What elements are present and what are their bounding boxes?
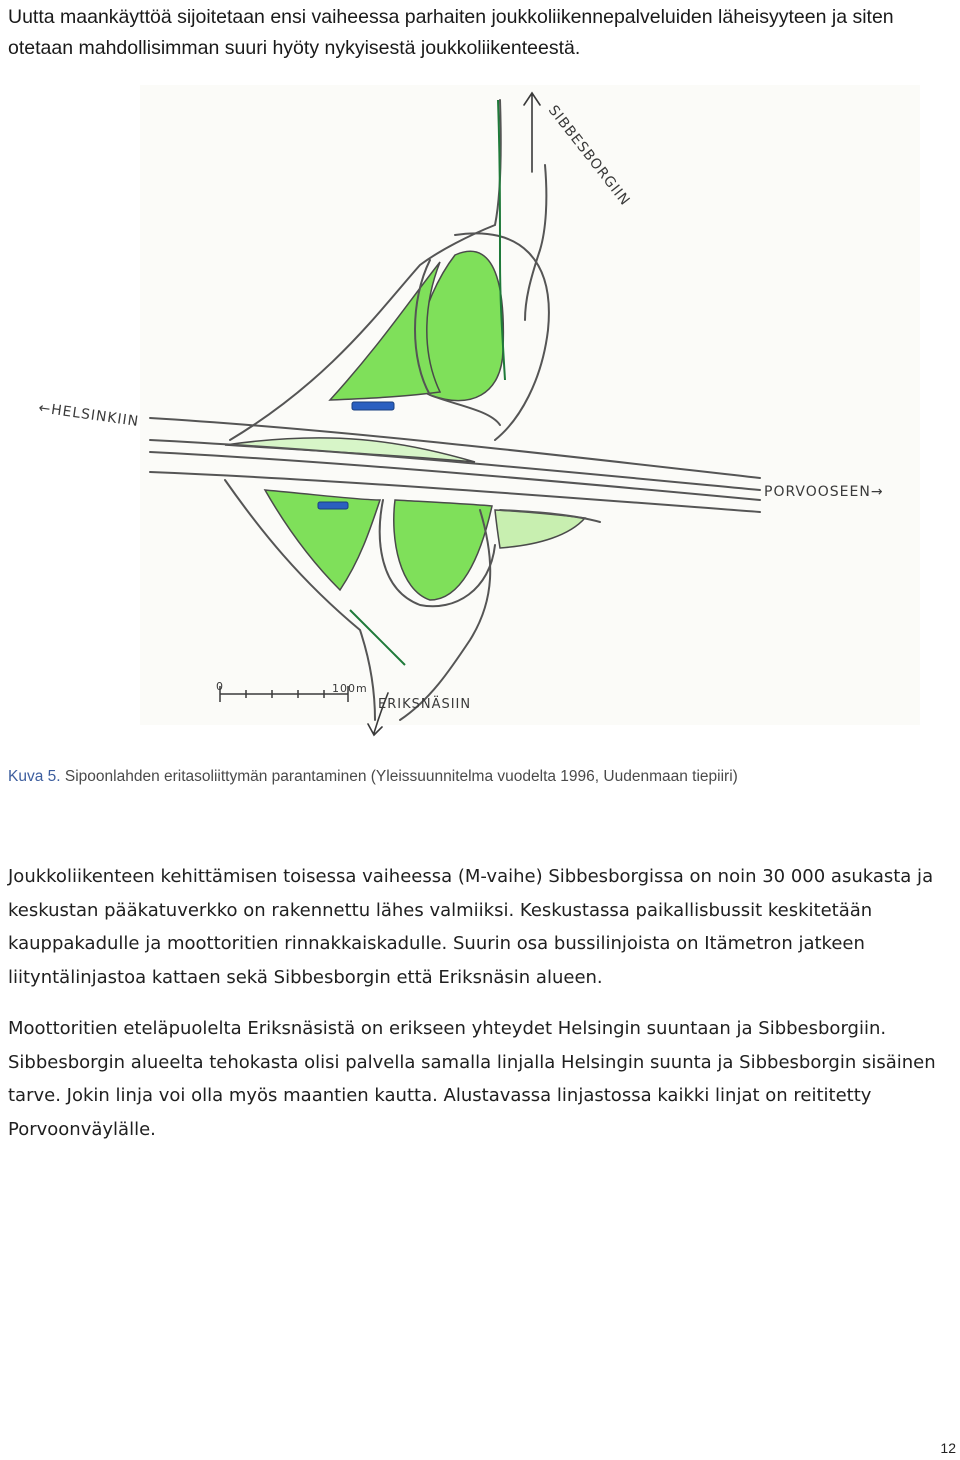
caption-label: Kuva 5. [8, 768, 61, 785]
intro-paragraph: Uutta maankäyttöä sijoitetaan ensi vaiheessa parhaiten joukkoliikennepalveluiden läheisyyteen ja siten otetaan mahdollisimman suuri hyöty nykyisestä joukkoliikenteestä. [8, 6, 894, 59]
interchange-sketch [0, 80, 960, 740]
bus-stop-south [318, 502, 348, 509]
scale-end: 100m [332, 682, 368, 695]
caption-text: Sipoonlahden eritasoliittymän parantaminen (Yleissuunnitelma vuodelta 1996, Uudenmaan tiepiiri) [64, 768, 738, 785]
bus-stop-north [352, 402, 394, 410]
label-east: PORVOOSEEN→ [764, 484, 884, 500]
sketch-paper [140, 85, 920, 725]
label-south: ERIKSNÄSIIN [378, 697, 472, 712]
scale-start: 0 [216, 680, 224, 693]
label-north: SIBBESBORGIIN [544, 102, 633, 210]
body-paragraph-2: Moottoritien eteläpuolelta Eriksnäsistä on erikseen yhteydet Helsingin suuntaan ja Sibbesborgiin. Sibbesborgin alueelta tehokasta olisi palvella samalla linjalla Helsingin suunta ja Sibbesborgin sisäinen tarve. Jokin linja voi olla myös maantien kautta. Alustavassa linjastossa kaikki linjat on reititetty Porvoonväylälle. [8, 1018, 936, 1140]
page-number: 12 [940, 1440, 956, 1456]
figure-caption [8, 766, 738, 788]
label-west: ←HELSINKIIN [37, 400, 140, 431]
body-paragraph-1: Joukkoliikenteen kehittämisen toisessa vaiheessa (M-vaihe) Sibbesborgissa on noin 30 000 asukasta ja keskustan pääkatuverkko on rakennettu lähes valmiiksi. Keskustassa paikallisbussit keskitetään kauppakadulle ja moottoritien rinnakkaiskadulle. Suurin osa bussilinjoista on Itämetron jatkeen liityntälinjastoa kattaen sekä Sibbesborgin että Eriksnäsin alueen. [8, 866, 934, 988]
